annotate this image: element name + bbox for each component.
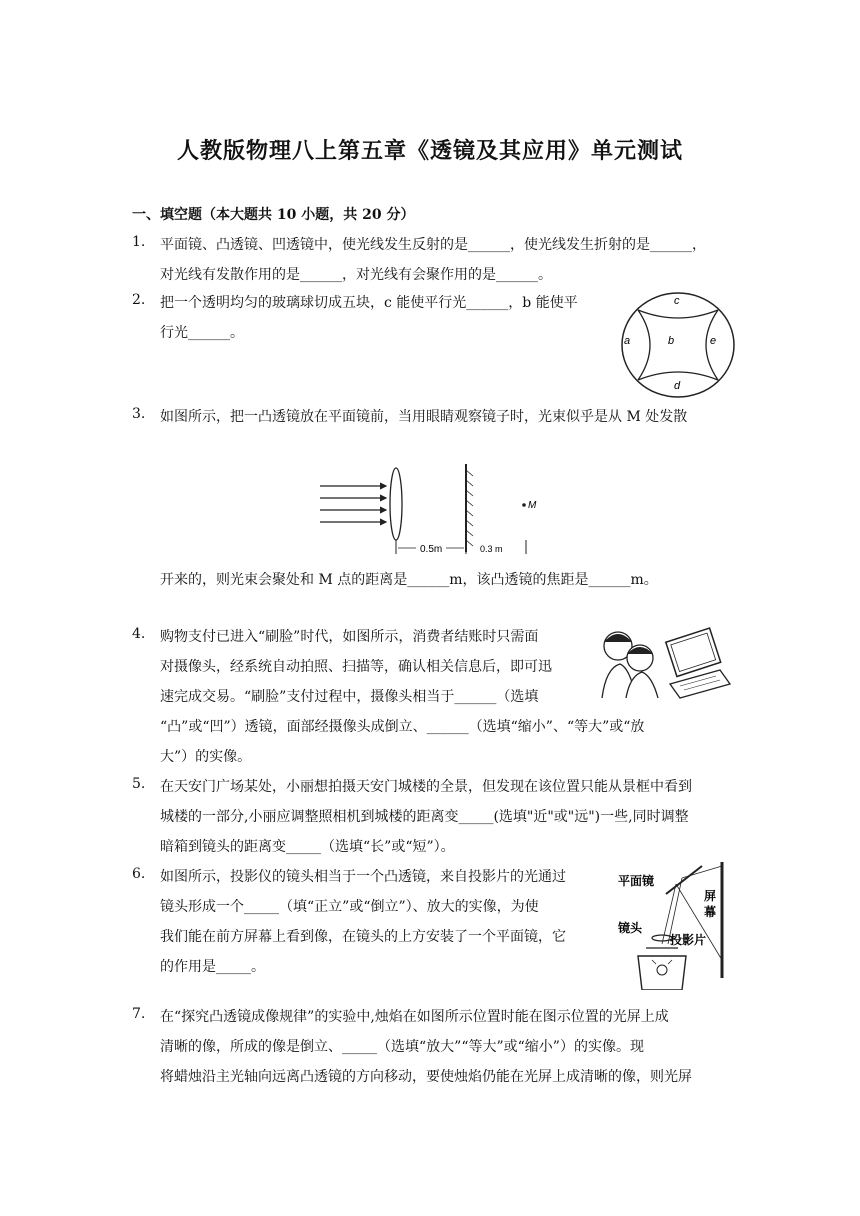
screen-label-1: 屏 [704, 889, 717, 903]
projector-figure [616, 860, 736, 990]
q6-line-4: 的作用是_____。 [160, 959, 265, 975]
face-payment-figure [596, 624, 732, 700]
label-b: b [668, 335, 675, 347]
q7-number: 7. [132, 1006, 146, 1022]
q2-number: 2. [132, 292, 146, 308]
section-heading: 一、填空题（本大题共 10 小题，共 20 分） [132, 207, 415, 223]
q3-line-2: 开来的，则光束会聚处和 M 点的距离是______m，该凸透镜的焦距是______m。 [160, 572, 658, 588]
lens-mirror-figure [316, 460, 556, 560]
q3-line-1: 如图所示，把一凸透镜放在平面镜前，当用眼睛观察镜子时，光束似乎是从 M 处发散 [160, 409, 688, 425]
q1-number: 1. [132, 234, 146, 250]
mirror-label: 平面镜 [618, 874, 655, 888]
lens-label: 镜头 [618, 921, 643, 935]
slide-label: 投影片 [670, 933, 707, 947]
q7-line-2: 清晰的像，所成的像是倒立、_____（选填“放大”“等大”或“缩小”）的实像。现 [160, 1039, 644, 1055]
point-m-label: M [528, 500, 537, 511]
q4-number: 4. [132, 626, 146, 642]
label-d: d [674, 380, 681, 392]
q5-line-1: 在天安门广场某处，小丽想拍摄天安门城楼的全景，但发现在该位置只能从景框中看到 [160, 779, 692, 795]
q4-line-2: 对摄像头，经系统自动拍照、扫描等，确认相关信息后，即可迅 [160, 659, 552, 675]
page-title: 人教版物理八上第五章《透镜及其应用》单元测试 [176, 138, 683, 164]
q4-line-3: 速完成交易。“刷脸”支付过程中，摄像头相当于______（选填 [160, 689, 539, 705]
q3-number: 3. [132, 406, 146, 422]
q6-number: 6. [132, 866, 146, 882]
q6-line-2: 镜头形成一个_____（填“正立”或“倒立”）、放大的实像，为使 [160, 899, 539, 915]
q7-line-3: 将蜡烛沿主光轴向远离凸透镜的方向移动，要使烛焰仍能在光屏上成清晰的像，则光屏 [160, 1069, 692, 1085]
q2-line-2: 行光______。 [160, 325, 244, 341]
label-c: c [674, 295, 680, 307]
q4-line-4: “凸”或“凹”）透镜，面部经摄像头成倒立、______（选填“缩小”、“等大”或“放 [160, 719, 645, 735]
q5-number: 5. [132, 776, 146, 792]
glass-sphere-figure [618, 290, 738, 400]
screen-label-2: 幕 [704, 905, 717, 919]
distance-0-3m: 0.3 m [480, 544, 503, 554]
distance-0-5m: 0.5m [420, 544, 443, 555]
q5-line-2: 城楼的一部分,小丽应调整照相机到城楼的距离变_____(选填"近"或"远")一些,同时调整 [160, 809, 689, 825]
q2-line-1: 把一个透明均匀的玻璃球切成五块，c 能使平行光______，b 能使平 [160, 295, 578, 311]
q1-line-2: 对光线有发散作用的是______，对光线有会聚作用的是______。 [160, 267, 552, 283]
q7-line-1: 在“探究凸透镜成像规律”的实验中,烛焰在如图所示位置时能在图示位置的光屏上成 [160, 1009, 669, 1025]
q4-line-1: 购物支付已进入“刷脸”时代，如图所示，消费者结账时只需面 [160, 629, 539, 645]
label-e: e [710, 335, 717, 347]
q1-line-1: 平面镜、凸透镜、凹透镜中，使光线发生反射的是______，使光线发生折射的是______， [160, 237, 706, 253]
q5-line-3: 暗箱到镜头的距离变_____（选填“长”或“短”）。 [160, 839, 455, 855]
q6-line-3: 我们能在前方屏幕上看到像，在镜头的上方安装了一个平面镜，它 [160, 929, 566, 945]
label-a: a [624, 335, 631, 347]
q6-line-1: 如图所示，投影仪的镜头相当于一个凸透镜，来自投影片的光通过 [160, 869, 566, 885]
q4-line-5: 大”）的实像。 [160, 749, 252, 765]
